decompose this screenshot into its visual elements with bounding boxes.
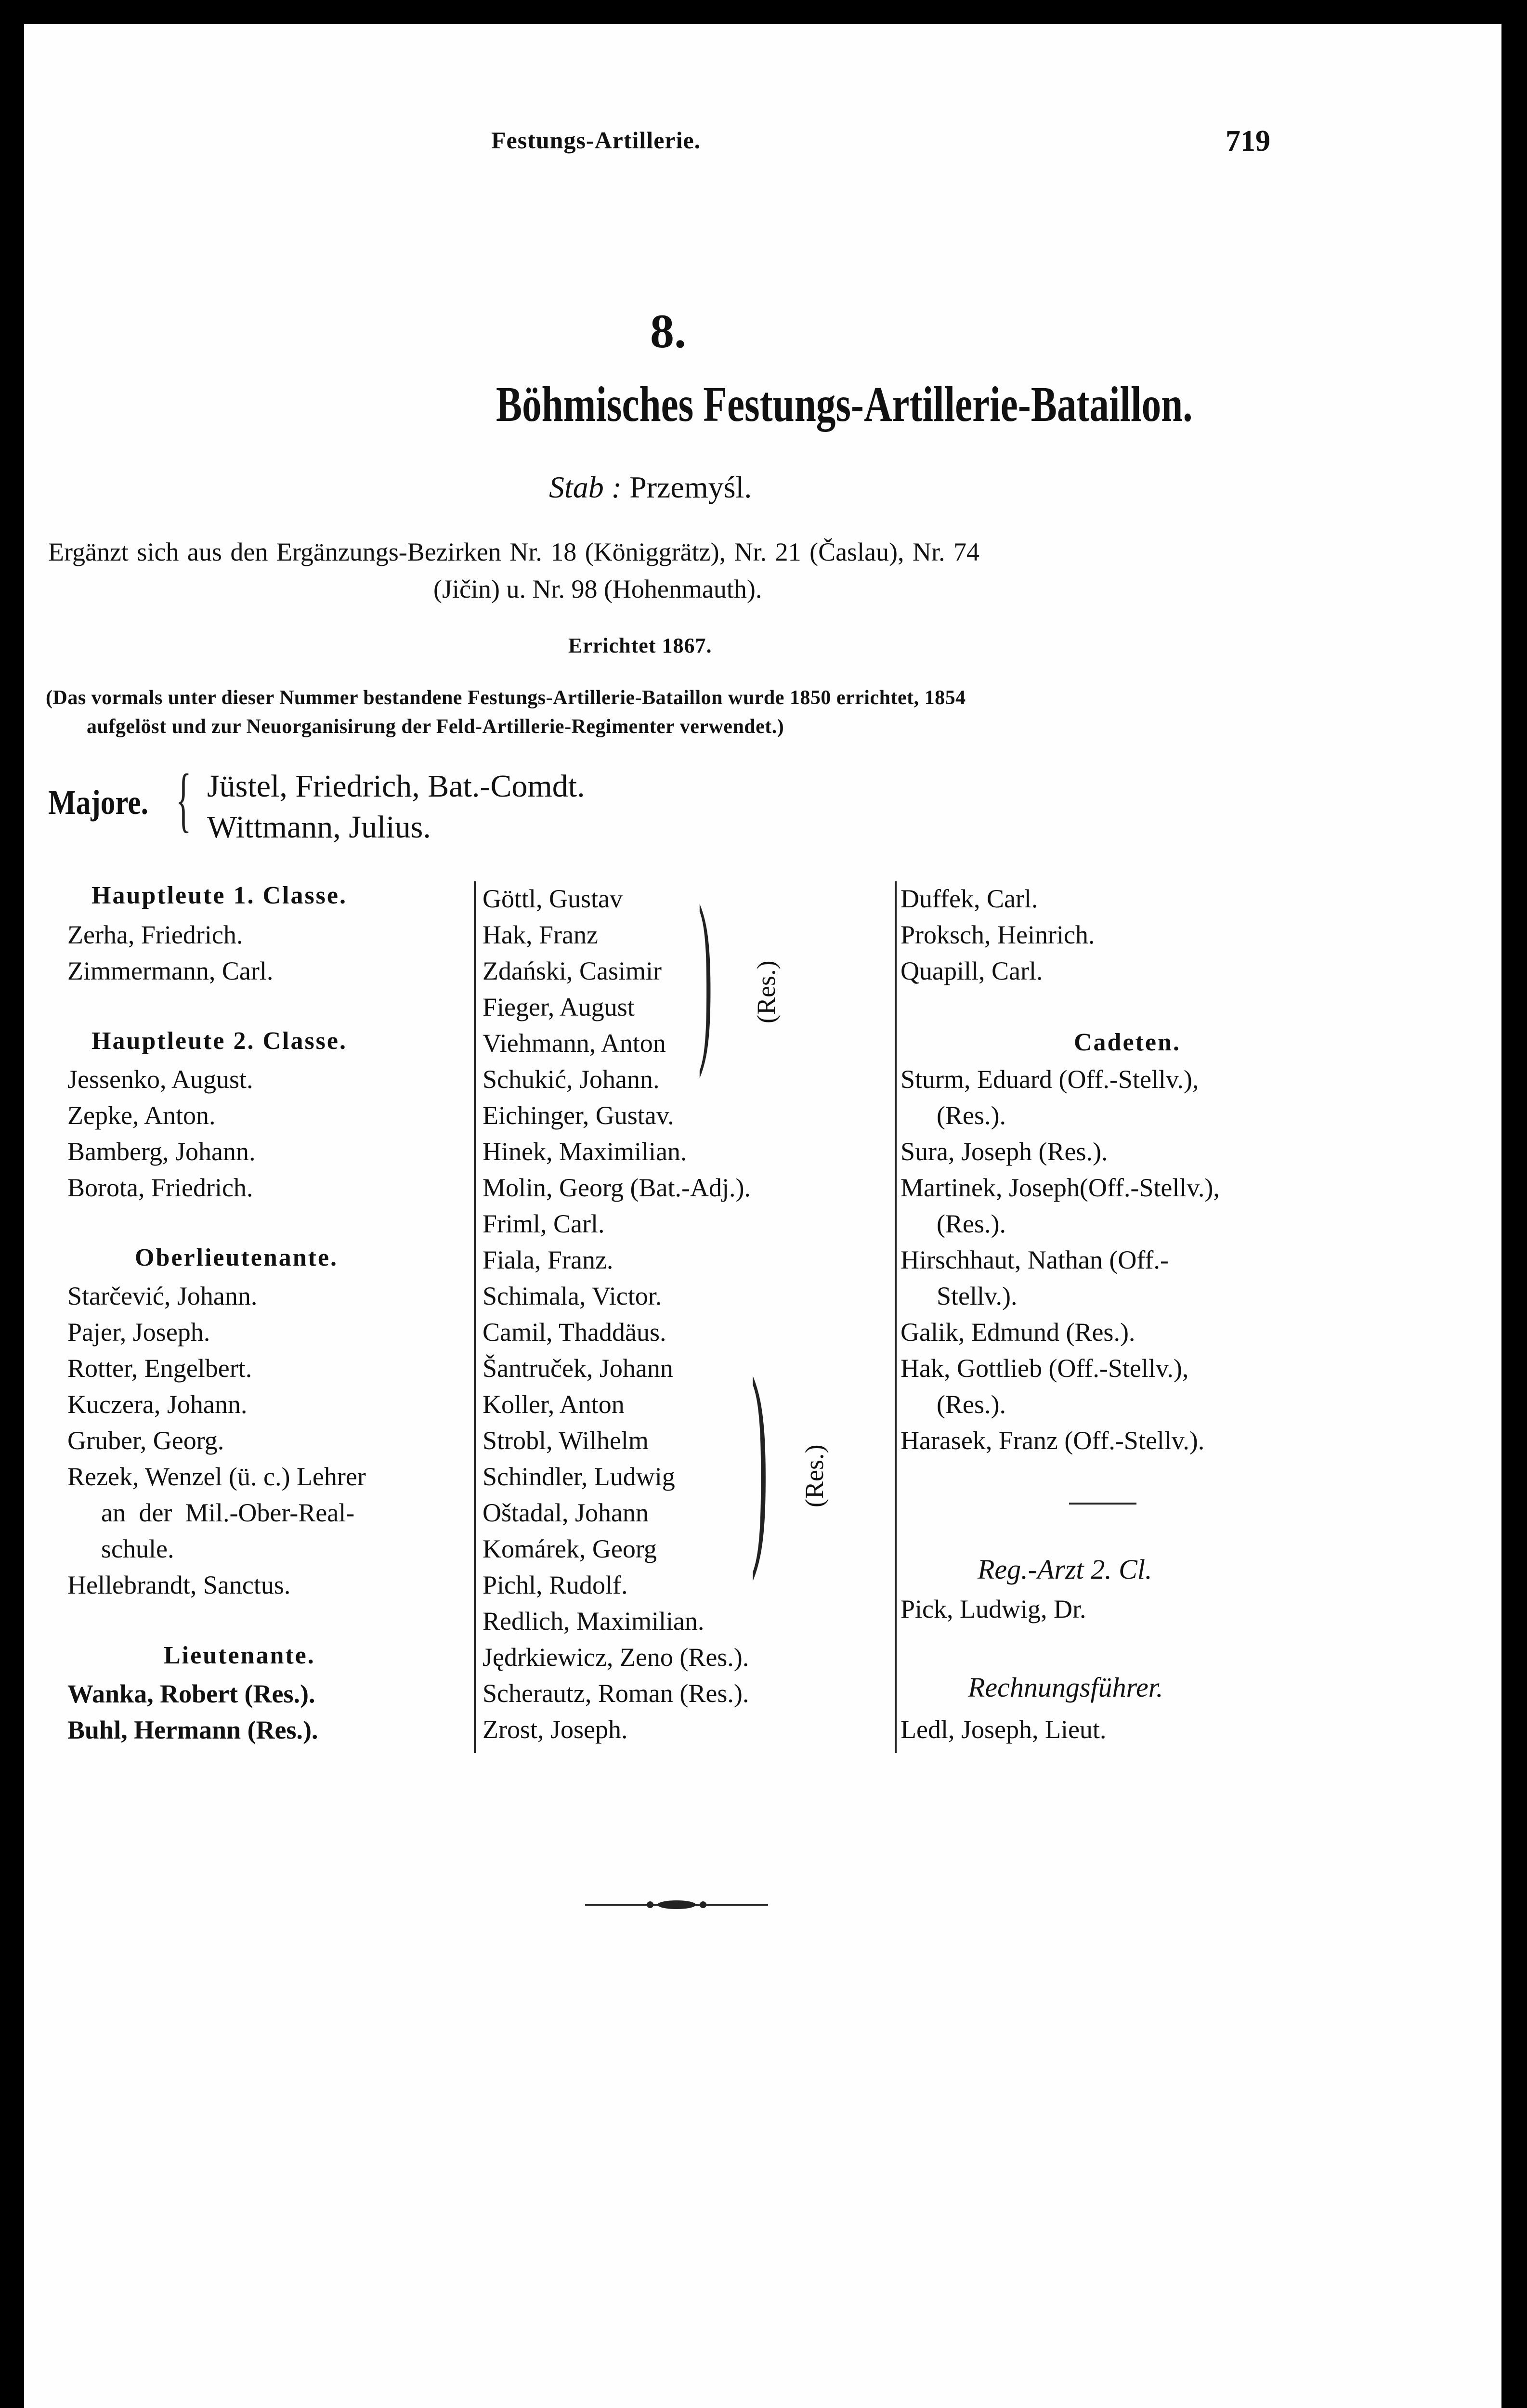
list-item: Viehmann, Anton	[483, 1029, 666, 1058]
lieutenante-heading: Lieutenante.	[164, 1642, 315, 1669]
section-title: Böhmisches Festungs-Artillerie-Bataillon.	[496, 377, 1193, 432]
list-item: Quapill, Carl.	[901, 956, 1043, 985]
list-item: Kuczera, Johann.	[67, 1390, 248, 1419]
list-item: Jędrkiewicz, Zeno (Res.).	[483, 1643, 749, 1672]
list-item: Zrost, Joseph.	[483, 1715, 628, 1744]
errichtet-line: Errichtet 1867.	[568, 634, 712, 657]
hauptleute-1-heading: Hauptleute 1. Classe.	[91, 882, 347, 909]
list-item: Hak, Franz	[483, 920, 598, 949]
list-item: Zerha, Friedrich.	[67, 920, 243, 949]
historical-note-line-2: aufgelöst und zur Neuorganisirung der Feld-Artillerie-Regimenter verwendet.)	[87, 716, 784, 738]
list-item: Hirschhaut, Nathan (Off.-	[901, 1245, 1169, 1274]
section-rule	[1069, 1503, 1136, 1505]
majore-name: Wittmann, Julius.	[207, 810, 431, 845]
list-item: Rotter, Engelbert.	[67, 1354, 252, 1383]
list-item: Buhl, Hermann (Res.).	[67, 1715, 318, 1744]
column-divider-1	[474, 881, 476, 1753]
list-item: Schukić, Johann.	[483, 1065, 660, 1094]
list-item: Gruber, Georg.	[67, 1426, 224, 1455]
list-item: Harasek, Franz (Off.-Stellv.).	[901, 1426, 1205, 1455]
list-item: Fieger, August	[483, 993, 635, 1021]
hauptleute-2-heading: Hauptleute 2. Classe.	[91, 1027, 347, 1055]
cadeten-heading: Cadeten.	[1074, 1029, 1181, 1056]
list-item: Jessenko, August.	[67, 1065, 253, 1094]
list-item: Zimmermann, Carl.	[67, 956, 274, 985]
running-title: Festungs-Artillerie.	[491, 127, 701, 154]
majore-name: Jüstel, Friedrich, Bat.-Comdt.	[207, 769, 585, 804]
erganzt-line-1: Ergänzt sich aus den Ergänzungs-Bezirken Nr. 18 (Königgrätz), Nr. 21 (Časlau), Nr. 74	[48, 537, 980, 566]
list-item: Komárek, Georg	[483, 1534, 657, 1563]
list-item: Sturm, Eduard (Off.-Stellv.),	[901, 1065, 1199, 1094]
list-item: Schimala, Victor.	[483, 1282, 662, 1310]
list-item: Zdański, Casimir	[483, 956, 662, 985]
page-number: 719	[1226, 125, 1270, 157]
list-item: Koller, Anton	[483, 1390, 625, 1419]
closing-brace-1: )	[698, 866, 713, 1079]
reg-arzt-heading: Reg.-Arzt 2. Cl.	[978, 1554, 1152, 1585]
majore-brace: {	[176, 759, 192, 839]
list-item: (Res.).	[937, 1390, 1006, 1419]
list-item: Strobl, Wilhelm	[483, 1426, 649, 1455]
list-item: Martinek, Joseph(Off.-Stellv.),	[901, 1173, 1220, 1202]
list-item: Camil, Thaddäus.	[483, 1318, 666, 1347]
list-item: (Res.).	[937, 1209, 1006, 1238]
list-item: Pajer, Joseph.	[67, 1318, 210, 1347]
column-divider-2	[895, 881, 897, 1753]
list-item: Galik, Edmund (Res.).	[901, 1318, 1135, 1347]
list-item: Friml, Carl.	[483, 1209, 605, 1238]
list-item: Proksch, Heinrich.	[901, 920, 1095, 949]
list-item: Rezek, Wenzel (ü. c.) Lehrer	[67, 1462, 366, 1491]
ornament-divider	[585, 1898, 768, 1912]
list-item: Hellebrandt, Sanctus.	[67, 1570, 291, 1599]
list-item: Bamberg, Johann.	[67, 1137, 256, 1166]
list-item: Fiala, Franz.	[483, 1245, 613, 1274]
list-item: (Res.).	[937, 1101, 1006, 1130]
list-item: Šantruček, Johann	[483, 1354, 673, 1383]
list-item: Hinek, Maximilian.	[483, 1137, 687, 1166]
list-item: Schindler, Ludwig	[483, 1462, 675, 1491]
list-item: Wanka, Robert (Res.).	[67, 1679, 315, 1708]
list-item: Borota, Friedrich.	[67, 1173, 253, 1202]
list-item: Scherautz, Roman (Res.).	[483, 1679, 749, 1708]
list-item: Sura, Joseph (Res.).	[901, 1137, 1108, 1166]
list-item: Redlich, Maximilian.	[483, 1607, 705, 1636]
list-item: Eichinger, Gustav.	[483, 1101, 674, 1130]
list-item: Zepke, Anton.	[67, 1101, 216, 1130]
list-item: Pick, Ludwig, Dr.	[901, 1595, 1086, 1623]
oberlieutenante-heading: Oberlieutenante.	[135, 1244, 339, 1271]
res-label-1: (Res.)	[752, 960, 781, 1023]
list-item: Ledl, Joseph, Lieut.	[901, 1715, 1107, 1744]
list-item: schule.	[101, 1534, 174, 1563]
list-item: Starčević, Johann.	[67, 1282, 258, 1310]
rechnungsfuhrer-heading: Rechnungsführer.	[968, 1672, 1163, 1703]
list-item: Molin, Georg (Bat.-Adj.).	[483, 1173, 751, 1202]
list-item: Göttl, Gustav	[483, 884, 623, 913]
section-number: 8.	[650, 304, 686, 358]
list-item: Pichl, Rudolf.	[483, 1570, 628, 1599]
list-item: an der Mil.-Ober-Real-	[101, 1498, 355, 1527]
majore-label: Majore.	[48, 783, 148, 822]
stab-line	[549, 470, 752, 505]
stab-label: Stab :	[549, 470, 622, 504]
closing-brace-2: )	[751, 1331, 768, 1582]
historical-note-line-1: (Das vormals unter dieser Nummer bestandene Festungs-Artillerie-Bataillon wurde 1850 errichtet, 1854	[46, 687, 966, 709]
list-item: Duffek, Carl.	[901, 884, 1038, 913]
res-label-2: (Res.)	[800, 1444, 829, 1507]
list-item: Stellv.).	[937, 1282, 1018, 1310]
list-item: Hak, Gottlieb (Off.-Stellv.),	[901, 1354, 1189, 1383]
list-item: Oštadal, Johann	[483, 1498, 649, 1527]
erganzt-line-2: (Jičin) u. Nr. 98 (Hohenmauth).	[433, 575, 762, 603]
stab-place: Przemyśl.	[629, 470, 752, 504]
